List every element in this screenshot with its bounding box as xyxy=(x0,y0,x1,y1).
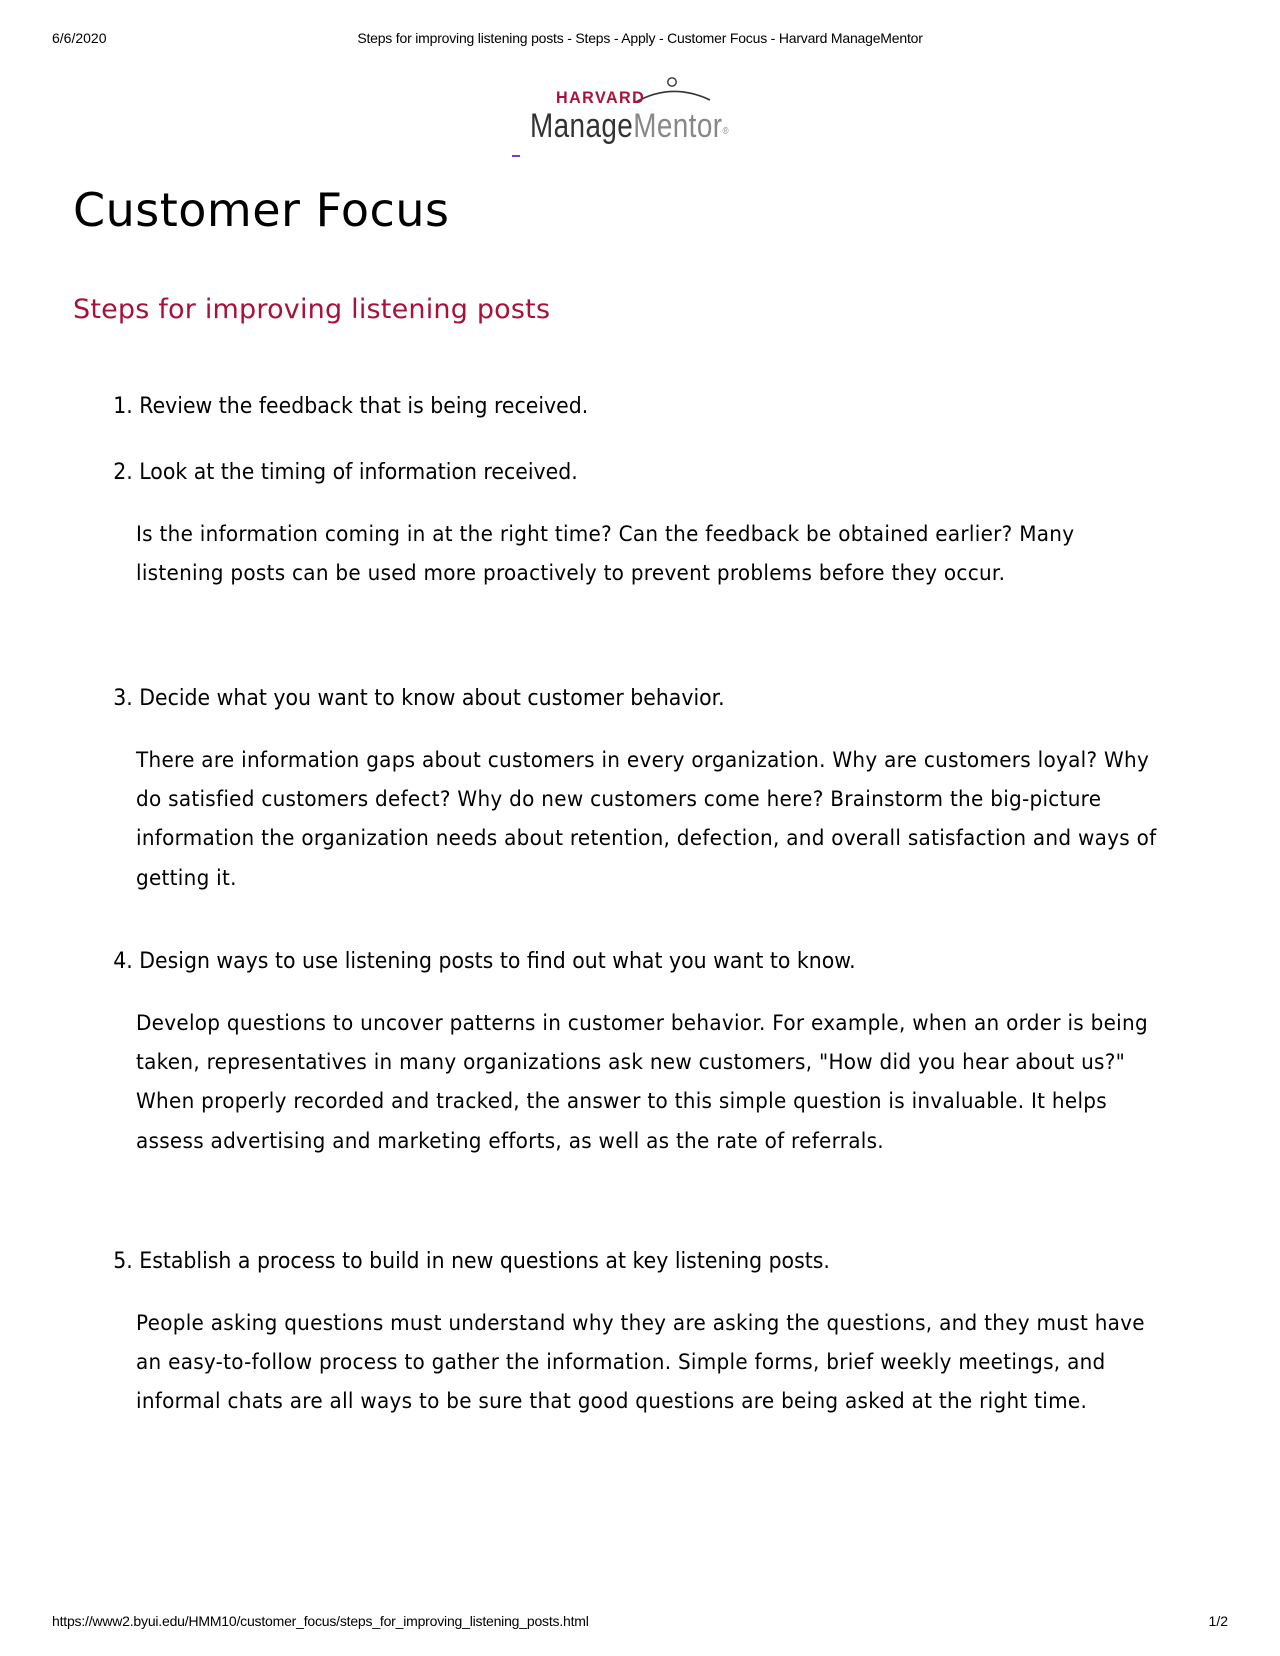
step-number: 4. xyxy=(113,949,133,974)
logo-managementor-text xyxy=(530,106,729,146)
print-document-title: Steps for improving listening posts - Steps - Apply - Customer Focus - Harvard ManageMentor xyxy=(357,30,923,46)
registered-mark: ® xyxy=(722,126,729,137)
logo-link-underline[interactable] xyxy=(512,155,520,157)
step-heading-4 xyxy=(103,947,856,977)
harvard-managementor-logo[interactable] xyxy=(530,76,760,150)
print-date: 6/6/2020 xyxy=(52,30,107,46)
print-url: https://www2.byui.edu/HMM10/customer_focus/steps_for_improving_listening_posts.html xyxy=(52,1613,589,1629)
page-subtitle: Steps for improving listening posts xyxy=(73,294,551,325)
step-body-3: There are information gaps about customers in every organization. Why are customers loyal? Why do satisfied customers defect? Why do new customers come here? Brainstorm the big-picture information the organization needs about retention, defection, and overall satisfaction and ways of getting it. xyxy=(136,748,1157,891)
step-heading-text: Establish a process to build in new questions at key listening posts. xyxy=(139,1249,830,1274)
step-heading-1 xyxy=(103,392,588,422)
page-title: Customer Focus xyxy=(73,183,450,237)
step-number: 5. xyxy=(113,1249,133,1274)
step-heading-2 xyxy=(103,458,578,488)
step-body-2: Is the information coming in at the right time? Can the feedback be obtained earlier? Many listening posts can be used more proactively to prevent problems before they occur. xyxy=(136,522,1075,587)
step-body-4: Develop questions to uncover patterns in customer behavior. For example, when an order is being taken, representatives in many organizations ask new customers, "How did you hear about us?" When properly recorded and tracked, the answer to this simple question is invaluable. It helps assess advertising and marketing efforts, as well as the rate of referrals. xyxy=(136,1011,1148,1154)
step-heading-text: Design ways to use listening posts to find out what you want to know. xyxy=(139,949,856,974)
print-header xyxy=(0,30,1280,50)
step-number: 3. xyxy=(113,686,133,711)
step-number: 1. xyxy=(113,394,133,419)
logo-manage-text: Manage xyxy=(530,107,634,145)
step-body-5: People asking questions must understand why they are asking the questions, and they must have an easy-to-follow process to gather the information. Simple forms, brief weekly meetings, and informal chats are all ways to be sure that good questions are being asked at the right time. xyxy=(136,1311,1145,1415)
print-footer xyxy=(0,1613,1280,1633)
logo-harvard-text: HARVARD xyxy=(556,88,646,107)
logo-mentor-text: Mentor xyxy=(633,107,723,145)
step-heading-text: Decide what you want to know about customer behavior. xyxy=(139,686,725,711)
step-heading-5 xyxy=(103,1247,830,1277)
step-heading-text: Review the feedback that is being received. xyxy=(139,394,589,419)
step-heading-3 xyxy=(103,684,725,714)
page-number: 1/2 xyxy=(1208,1613,1228,1629)
step-number: 2. xyxy=(113,460,133,485)
step-heading-text: Look at the timing of information received. xyxy=(139,460,578,485)
